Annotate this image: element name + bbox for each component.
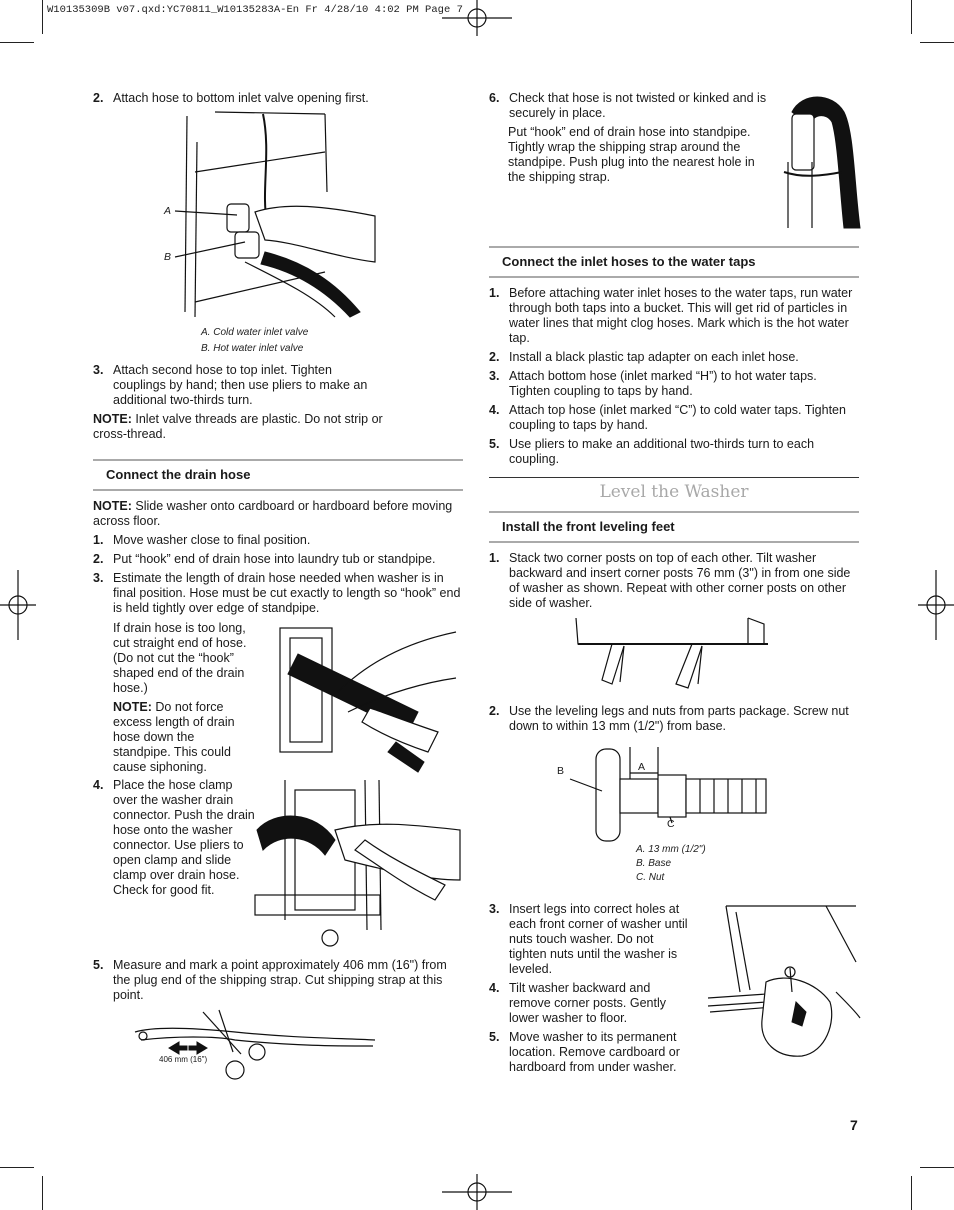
strap-measure-label: 406 mm (16"): [159, 1055, 208, 1064]
fig-leader-lines: [175, 200, 255, 260]
leveling-leg-illustration: [590, 745, 770, 845]
shipping-strap-illustration: [135, 1008, 380, 1083]
corner-posts-illustration: [572, 614, 770, 692]
insert-legs-illustration: [706, 902, 860, 1058]
registration-mark-top: [442, 0, 512, 40]
print-slug: W10135309B v07.qxd:YC70811_W10135283A-En Fr 4/28/10 4:02 PM Page 7: [47, 4, 463, 16]
hose-clamp-illustration: [255, 780, 465, 950]
crop-mark-tr-v: [911, 0, 912, 34]
left-step-4: 4. Place the hose clamp over the washer drain connector. Push the drain hose onto the washer connector. Use pliers to open clamp and slide clamp over drain hose. Check for good fit.: [93, 778, 255, 897]
leg-caption: A. 13 mm (1/2") B. Base C. Nut: [636, 844, 706, 883]
fig-label-a: A: [164, 205, 172, 217]
crop-mark-bl-v: [42, 1176, 43, 1210]
right-feet-steps-3-5: 3. Insert legs into correct holes at each front corner of washer until nuts touch washer. Do not tighten nuts until the washer is leveled. 4. Tilt washer backward and remove corner posts. Gently lower washer to floor. 5. Move washer to its permanent location. Remove cardboard or hardboard from under washer.: [489, 902, 688, 1074]
right-feet-step-1: 1. Stack two corner posts on top of each other. Tilt washer backward and insert corner posts 76 mm (3") in from one side of washer as shown. Repeat with other corner posts on other side of washer.: [489, 551, 851, 610]
right-step-6: 6. Check that hose is not twisted or kinked and is securely in place.: [489, 91, 767, 120]
heading-install-leveling-feet: Install the front leveling feet: [489, 511, 859, 543]
page-number: 7: [850, 1117, 858, 1133]
leg-label-a: A: [638, 761, 646, 773]
left-drain-steps: NOTE: Slide washer onto cardboard or hardboard before moving across floor. 1. Move washer close to final position. 2. Put “hook” end of drain hose into laundry tub or standpipe. 3. Estimate the length of drain hose needed when washer is in final position. Hose must be cut exactly to length so “hook” end is held tightly over edge of standpipe.: [93, 499, 461, 615]
crop-mark-br-v: [911, 1176, 912, 1210]
left-step-2: 2. Attach hose to bottom inlet valve opening first.: [93, 91, 369, 105]
left-step-5: 5. Measure and mark a point approximately 406 mm (16") from the plug end of the shipping strap. Cut shipping strap at this point.: [93, 958, 447, 1002]
left-step-3-sub: If drain hose is too long, cut straight end of hose. (Do not cut the “hook” shaped end of the drain hose.) NOTE: Do not force excess length of drain hose down the standpipe. This could cause siphoning.: [113, 621, 247, 774]
crop-mark-tr-h: [920, 42, 954, 43]
crop-mark-tl-h: [0, 42, 34, 43]
left-step-3: 3. Attach second hose to top inlet. Tighten couplings by hand; then use pliers to make an additional two-thirds turn. NOTE: Inlet valve threads are plastic. Do not strip or cross-thread.: [93, 363, 383, 441]
right-step-6-sub: Put “hook” end of drain hose into standpipe. Tightly wrap the shipping strap around the standpipe. Push plug into the nearest hole in the shipping strap.: [508, 125, 755, 184]
crop-mark-br-h: [920, 1167, 954, 1168]
right-inlet-steps: 1. Before attaching water inlet hoses to the water taps, run water through both taps into a bucket. This will get rid of particles in water lines that might clog hoses. Mark which is the hot water tap. 2. Install a black plastic tap adapter on each inlet hose. 3. Attach bottom hose (inlet marked “H”) to hot water taps. Tighten coupling to taps by hand. 4. Attach top hose (inlet marked “C”) to cold water taps. Tighten coupling to taps by hand. 5. Use pliers to make an additional two-thirds turn to each coupling.: [489, 286, 853, 466]
crop-mark-bl-h: [0, 1167, 34, 1168]
registration-mark-right: [914, 570, 954, 640]
standpipe-illustration: [782, 92, 862, 230]
registration-mark-bottom: [442, 1170, 512, 1210]
leg-label-c: C: [667, 818, 675, 830]
fig-caption: A. Cold water inlet valve B. Hot water inlet valve: [201, 327, 309, 354]
crop-mark-tl-v: [42, 0, 43, 34]
heading-connect-inlet-hoses: Connect the inlet hoses to the water taps: [489, 246, 859, 278]
level-the-washer-title: Level the Washer: [489, 477, 859, 502]
leg-label-b: B: [557, 765, 565, 777]
registration-mark-left: [0, 570, 40, 640]
fig-label-b: B: [164, 251, 172, 263]
right-feet-step-2: 2. Use the leveling legs and nuts from parts package. Screw nut down to within 13 mm (1/2") from base.: [489, 704, 849, 733]
heading-connect-drain-hose: Connect the drain hose: [93, 459, 463, 491]
cut-hose-illustration: [278, 622, 458, 774]
